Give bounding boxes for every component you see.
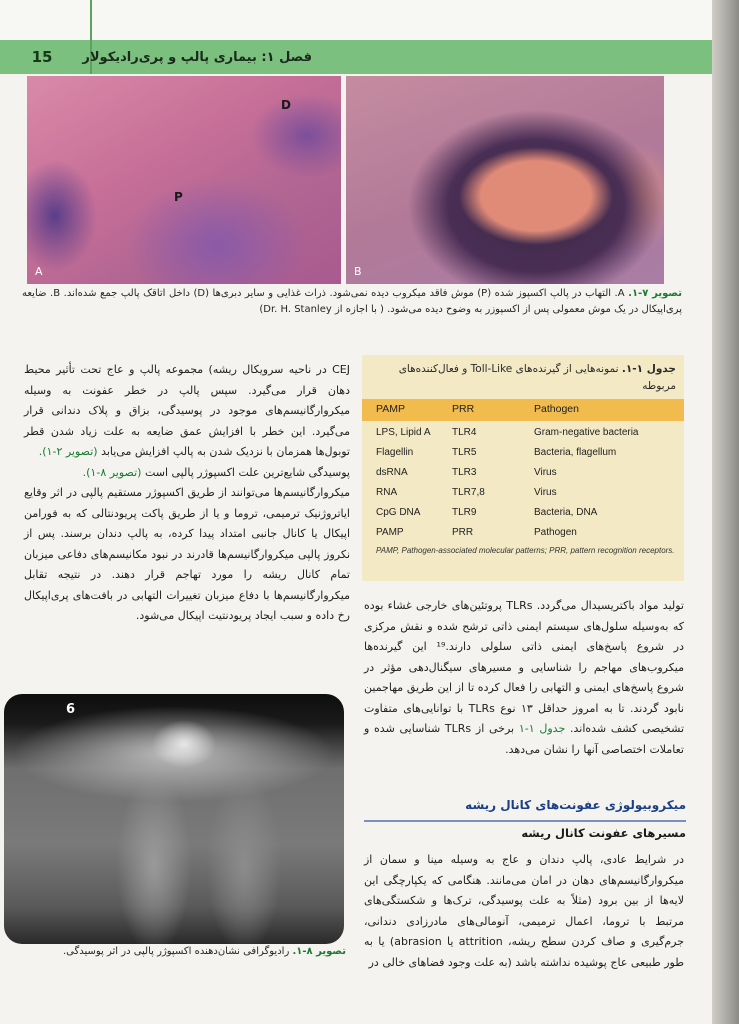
figure-7-caption-label: تصویر ۷-۱. [628, 288, 683, 299]
table-title-label: جدول ۱-۱. [621, 363, 676, 375]
table-cell-pathogen: Pathogen [534, 527, 577, 538]
table-cell-prr: TLR7,8 [452, 487, 485, 498]
table-cell-pathogen: Virus [534, 487, 557, 498]
right-paragraph-1-text-a: تولید مواد باکتریسیدال می‌گردد. TLRs پروتئین‌های خارجی غشاء بوده که به‌وسیله سلول‌های سیستم ایمنی ذاتی ترشح شده و نقش مرکزی در شروع پاسخ‌های ایمنی ذاتی سلولی دارند.¹⁹ این گیرنده‌ها میکروب‌های مهاجم را شناسایی و مسیرهای سیگنال‌دهی مؤثر در شروع پاسخ‌های ایمنی و التهابی را فعال کرده تا از این طریق مهاجمین نابود گردند. تا به امروز حداقل ۱۳ نوع TLRs با توانایی‌های متفاوت تشخیصی کشف شده‌اند. [364, 599, 685, 735]
table-cell-pamp: Flagellin [376, 447, 414, 458]
figure-7-mark-d: D [281, 98, 291, 112]
table-cell-prr: PRR [452, 527, 474, 538]
table-ref-1-1[interactable]: جدول ۱-۱ [518, 722, 566, 735]
left-paragraph-1 [24, 360, 350, 463]
figure-8-radiograph [4, 694, 344, 944]
table-cell-prr: TLR3 [452, 467, 477, 478]
table-cell-prr: TLR5 [452, 447, 477, 458]
table-header-pamp: PAMP [376, 403, 405, 415]
figure-7-image-a [27, 76, 341, 284]
left-paragraph-3: میکروارگانیسم‌ها می‌توانند از طریق اکسپوژر مستقیم پالپی در اثر وقایع ایاتروژنیک ترمیمی، تروما و یا از طریق پاکت پریودنتالی که به فورامن اپیکال یا کانال جانبی امتداد پیدا کرده، به پالپ دندان برسند. پس از نکروز پالپی میکروارگانیسم‌ها قادرند در نبود مکانیسم‌های دفاعی میزبان تمام کانال ریشه را مورد تهاجم قرار دهند. در نتیجه تقابل میکروارگانیسم‌ها با دفاع میزبان تغییرات التهابی در بافت‌های پری‌اپیکال رخ داده و سبب ایجاد پریودنتیت اپیکال می‌شود. [24, 486, 350, 622]
table-cell-pamp: CpG DNA [376, 507, 421, 518]
left-paragraph-2 [24, 463, 350, 484]
table-row [362, 523, 684, 543]
left-paragraph-2-text: پوسیدگی شایع‌ترین علت اکسپوژر پالپی است [144, 465, 350, 479]
figure-7-caption-text: A. التهاب در پالپ اکسپوز شده (P) موش فاقد میکروب دیده نمی‌شود. ذرات غذایی و سایر دبری‌ها (D) داخل اتاقک پالپ جمع شده‌اند. B. ضایعه پری‌اپیکال در یک موش معمولی پس از اکسپوزر به وضوح دیده می‌شود. ( با اجازه از Dr. H. Stanley) [22, 288, 682, 315]
left-paragraph-1-text: CEJ در ناحیه سرویکال ریشه) مجموعه پالپ و عاج تحت تأثیر محیط دهان قرار می‌گیرد. سپس پالپ در خطر عفونت به وسیله میکروارگانیسم‌های موجود در پوسیدگی، بزاق و پلاک دندانی قرار می‌گیرد. این خطر با افزایش عمق ضایعه به علت زیاد شدن قطر توبول‌ها همزمان با نزدیک شدن به پالپ افزایش می‌یابد [24, 363, 350, 458]
left-column-text [24, 360, 350, 627]
section-heading: میکروبیولوژی عفونت‌های کانال ریشه [465, 798, 686, 812]
figure-7-label-b: B [354, 265, 362, 278]
table-cell-pamp: LPS, Lipid A [376, 427, 431, 438]
chapter-title: فصل ۱: بیماری پالپ و پری‌رادیکولار [82, 50, 312, 65]
radiograph-marker: 6 [66, 702, 76, 717]
right-paragraph-1-text-b: برخی از TLRs شناسایی شده و تعاملات اختصاصی آنها را نشان می‌دهد. [364, 722, 684, 756]
table-cell-pathogen: Bacteria, flagellum [534, 447, 617, 458]
table-footnote: PAMP, Pathogen-associated molecular patterns; PRR, pattern recognition receptors. [376, 546, 675, 555]
table-cell-pamp: RNA [376, 487, 398, 498]
table-row [362, 423, 684, 443]
table-row [362, 483, 684, 503]
right-paragraph-1 [364, 596, 684, 760]
page-edge [712, 0, 739, 1024]
table-row [362, 443, 684, 463]
table-row [362, 503, 684, 523]
header-top-margin [0, 0, 712, 40]
figure-8-caption-label: تصویر ۸-۱. [292, 946, 346, 957]
table-cell-prr: TLR9 [452, 507, 477, 518]
table-cell-pathogen: Gram-negative bacteria [534, 427, 639, 438]
table-header-prr: PRR [452, 403, 475, 415]
table-cell-pamp: dsRNA [376, 467, 408, 478]
table-title-text: نمونه‌هایی از گیرنده‌های Toll-Like و فعال‌کننده‌های مربوطه [398, 363, 676, 392]
right-paragraph-2: در شرایط عادی، پالپ دندان و عاج به وسیله مینا و سمان از میکروارگانیسم‌های دهان در امان می‌مانند. هنگامی که یکپارچگی این لایه‌ها از بین برود (مثلاً به علت پوسیدگی، ترک‌ها و شکستگی‌های مرتبط با تروما، اعمال ترمیمی، آنومالی‌های مادرزادی دندانی، جرم‌گیری و صاف کردن سطح ریشه، attrition یا abrasion) یا به طور طبیعی عاج پوشیده نداشته باشد (به علت وجود فضاهای خالی در [364, 853, 684, 969]
right-column-text [364, 596, 684, 760]
figure-7-mark-p: P [174, 190, 183, 204]
table-row [362, 463, 684, 483]
table-cell-pathogen: Bacteria, DNA [534, 507, 598, 518]
table-title [371, 361, 676, 395]
table-1-1 [362, 355, 684, 581]
figure-8-caption [40, 944, 346, 960]
figure-ref-8-1[interactable]: (تصویر ۸-۱). [82, 465, 142, 479]
section-divider [364, 820, 686, 822]
table-cell-prr: TLR4 [452, 427, 477, 438]
page-number: 15 [31, 48, 53, 66]
figure-7-label-a: A [35, 265, 43, 278]
subsection-heading: مسیرهای عفونت کانال ریشه [521, 826, 686, 840]
figure-7-caption [22, 286, 682, 318]
figure-7-image-b [346, 76, 664, 284]
table-cell-pathogen: Virus [534, 467, 557, 478]
table-cell-pamp: PAMP [376, 527, 404, 538]
figure-8-caption-text: رادیوگرافی نشان‌دهنده اکسپوژر پالپی در اثر پوسیدگی. [62, 946, 290, 957]
table-header-pathogen: Pathogen [534, 403, 579, 415]
table-header-row [362, 399, 684, 421]
right-column-text-2 [364, 850, 684, 973]
figure-ref-2-1[interactable]: (تصویر ۲-۱). [38, 445, 98, 458]
